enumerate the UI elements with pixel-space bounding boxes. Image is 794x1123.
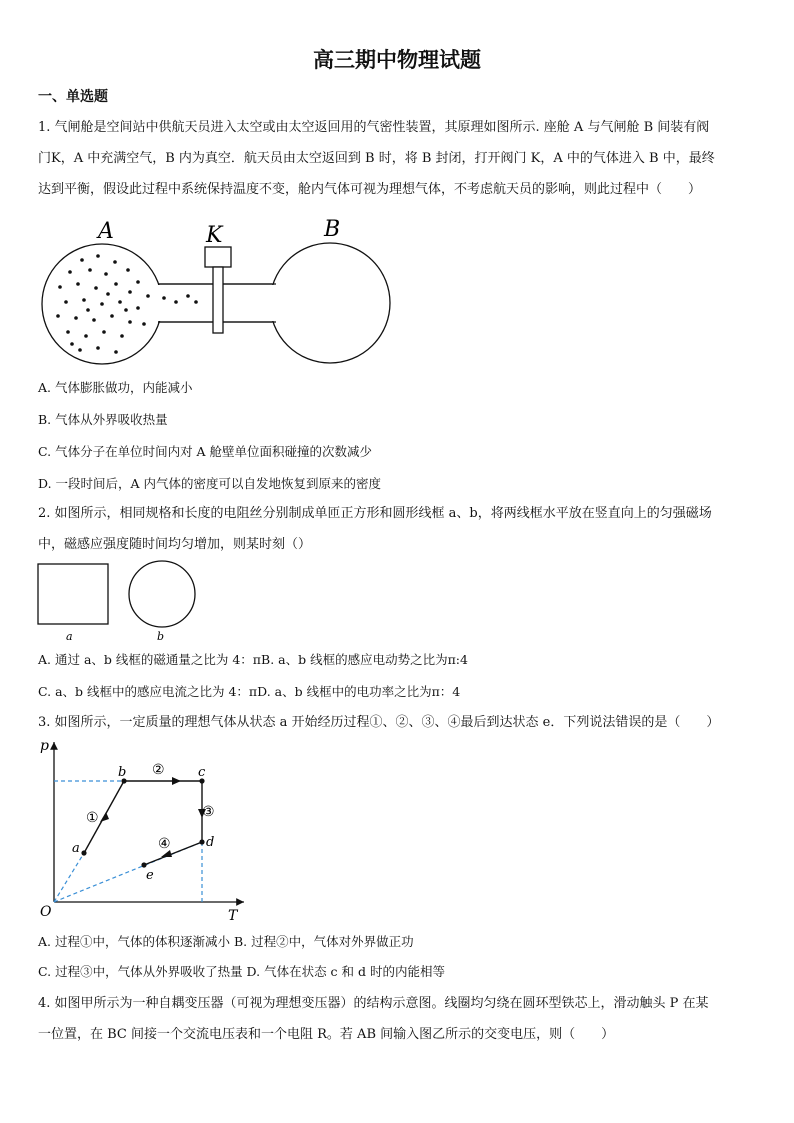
axis-label-t: T (228, 908, 238, 924)
valve-k-handle (205, 247, 231, 267)
valve-k-stem (213, 267, 223, 333)
question-1-stem (38, 112, 760, 205)
coil-label-b: b (157, 630, 165, 643)
square-coil (38, 564, 108, 624)
q1-option-c: C. 气体分子在单位时间内对 A 舱壁单位面积碰撞的次数减少 (38, 444, 373, 459)
process-3-label: ③ (202, 804, 215, 820)
chamber-b (270, 243, 390, 363)
coil-frames-diagram (36, 560, 206, 646)
q2-options-cd: C. a、b 线框中的感应电流之比为 4：πD. a、b 线框中的电功率之比为π：4 (38, 684, 461, 699)
label-k: K (206, 223, 223, 248)
label-a: A (98, 219, 114, 244)
process-paths (84, 781, 202, 865)
origin-label: O (40, 904, 52, 920)
question-line: 一位置，在 BC 间接一个交流电压表和一个电阻 R。若 AB 间输入图乙所示的交变电压，则（ ） (38, 1027, 615, 1042)
section-heading: 一、单选题 (38, 89, 108, 105)
point-e-label: e (146, 868, 154, 883)
page-title: 高三期中物理试题 (313, 48, 481, 72)
q1-option-d: D. 一段时间后，A 内气体的密度可以自发地恢复到原来的密度 (38, 476, 382, 491)
question-line: 中，磁感应强度随时间均匀增加，则某时刻（） (38, 537, 312, 552)
process-2-label: ② (152, 762, 165, 778)
pt-diagram (34, 736, 254, 926)
question-line: 门K，A 中充满空气，B 内为真空．航天员由太空返回到 B 时，将 B 封闭，打开阀门 K，A 中的气体进入 B 中，最终 (38, 151, 715, 166)
circle-coil (129, 561, 195, 627)
question-line: 达到平衡，假设此过程中系统保持温度不变，舱内气体可视为理想气体，不考虑航天员的影响，则此过程中（ ） (38, 182, 702, 197)
point-a-label: a (72, 841, 80, 856)
question-line: 1. 气闸舱是空间站中供航天员进入太空或由太空返回用的气密性装置，其原理如图所示. 座舱 A 与气闸舱 B 间装有阀 (38, 120, 710, 135)
airlock-diagram (40, 212, 400, 372)
question-2-stem (38, 498, 760, 560)
process-4-label: ④ (158, 836, 171, 852)
question-3-stem: 3. 如图所示，一定质量的理想气体从状态 a 开始经历过程①、②、③、④最后到达状态 e．下列说法错误的是（ ） (38, 715, 720, 730)
q2-options-ab: A. 通过 a、b 线框的磁通量之比为 4：πB. a、b 线框的感应电动势之比为π:4 (38, 652, 468, 667)
question-line: 2. 如图所示，相同规格和长度的电阻丝分别制成单匝正方形和圆形线框 a、b，将两线框水平放在竖直向上的匀强磁场 (38, 506, 712, 521)
point-c-label: c (198, 765, 206, 780)
point-d-label: d (206, 835, 215, 850)
label-b: B (324, 217, 341, 242)
q3-options-ab: A. 过程①中，气体的体积逐渐减小 B. 过程②中，气体对外界做正功 (38, 934, 414, 949)
coil-label-a: a (66, 630, 73, 643)
q1-option-a: A. 气体膨胀做功，内能减小 (38, 380, 193, 395)
axis-label-p: p (40, 738, 49, 754)
point-b-label: b (118, 765, 127, 780)
q1-option-b: B. 气体从外界吸收热量 (38, 412, 168, 427)
question-4-stem (38, 988, 760, 1050)
question-line: 4. 如图甲所示为一种自耦变压器（可视为理想变压器）的结构示意图。线圈均匀绕在圆环型铁芯上，滑动触头 P 在某 (38, 996, 709, 1011)
q3-options-cd: C. 过程③中，气体从外界吸收了热量 D. 气体在状态 c 和 d 时的内能相等 (38, 964, 445, 979)
process-1-label: ① (86, 810, 99, 826)
